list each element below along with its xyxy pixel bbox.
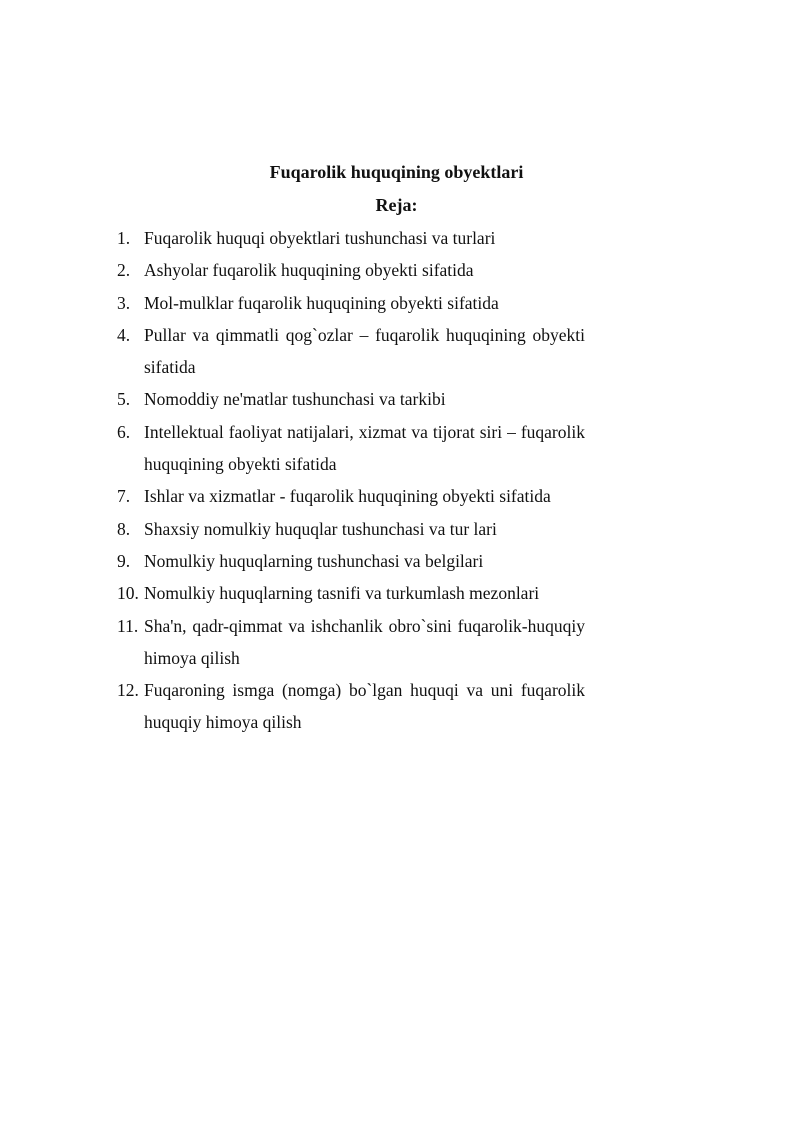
- list-item-text: Nomulkiy huquqlarning tushunchasi va belgilari: [144, 550, 484, 571]
- list-item-text: Shaxsiy nomulkiy huquqlar tushunchasi va tur lari: [144, 518, 497, 539]
- list-item: [117, 513, 585, 545]
- list-item-number: 2.: [117, 260, 131, 281]
- list-item-number: 10.: [117, 583, 139, 604]
- list-item: [117, 254, 585, 286]
- list-item-number: 11.: [117, 615, 139, 636]
- list-item: [117, 287, 585, 319]
- document-title: Fuqarolik huquqining obyektlari: [269, 162, 524, 182]
- list-item-text: Mol-mulklar fuqarolik huquqining obyekti sifatida: [144, 292, 499, 313]
- list-item-text: Pullar va qimmatli qog`ozlar – fuqarolik huquqining obyekti sifatida: [144, 324, 585, 378]
- list-item: [117, 383, 585, 415]
- list-item-number: 8.: [117, 518, 131, 539]
- list-item-number: 7.: [117, 486, 131, 507]
- list-item-text: Nomoddiy ne'matlar tushunchasi va tarkibi: [144, 389, 446, 410]
- list-item: [117, 674, 585, 739]
- list-item: [117, 480, 585, 512]
- list-item: [117, 222, 585, 254]
- list-item-number: 3.: [117, 292, 131, 313]
- list-item-text: Sha'n, qadr-qimmat va ishchanlik obro`sini fuqarolik-huquqiy himoya qilish: [144, 615, 585, 668]
- list-item: [117, 577, 585, 609]
- list-item-number: 9.: [117, 550, 131, 571]
- list-item-number: 12.: [117, 680, 139, 701]
- list-item: [117, 319, 585, 384]
- list-item-text: Ashyolar fuqarolik huquqining obyekti sifatida: [144, 260, 474, 281]
- list-item: [117, 545, 585, 577]
- list-item-number: 4.: [117, 324, 131, 345]
- list-item-text: Fuqarolik huquqi obyektlari tushunchasi va turlari: [144, 228, 496, 248]
- plan-list: [117, 222, 585, 739]
- list-item-text: Intellektual faoliyat natijalari, xizmat va tijorat siri – fuqarolik huquqining obyekti sifatida: [144, 421, 585, 475]
- list-item: [117, 610, 585, 675]
- plan-heading: Reja:: [375, 195, 418, 215]
- list-item-text: Nomulkiy huquqlarning tasnifi va turkumlash mezonlari: [144, 583, 540, 604]
- list-item-number: 6.: [117, 421, 131, 442]
- list-item-number: 5.: [117, 389, 131, 410]
- list-item-text: Fuqaroning ismga (nomga) bo`lgan huquqi va uni fuqarolik huquqiy himoya qilish: [144, 680, 585, 733]
- list-item-text: Ishlar va xizmatlar - fuqarolik huquqining obyekti sifatida: [144, 486, 551, 507]
- list-item-number: 1.: [117, 228, 131, 248]
- list-item: [117, 416, 585, 481]
